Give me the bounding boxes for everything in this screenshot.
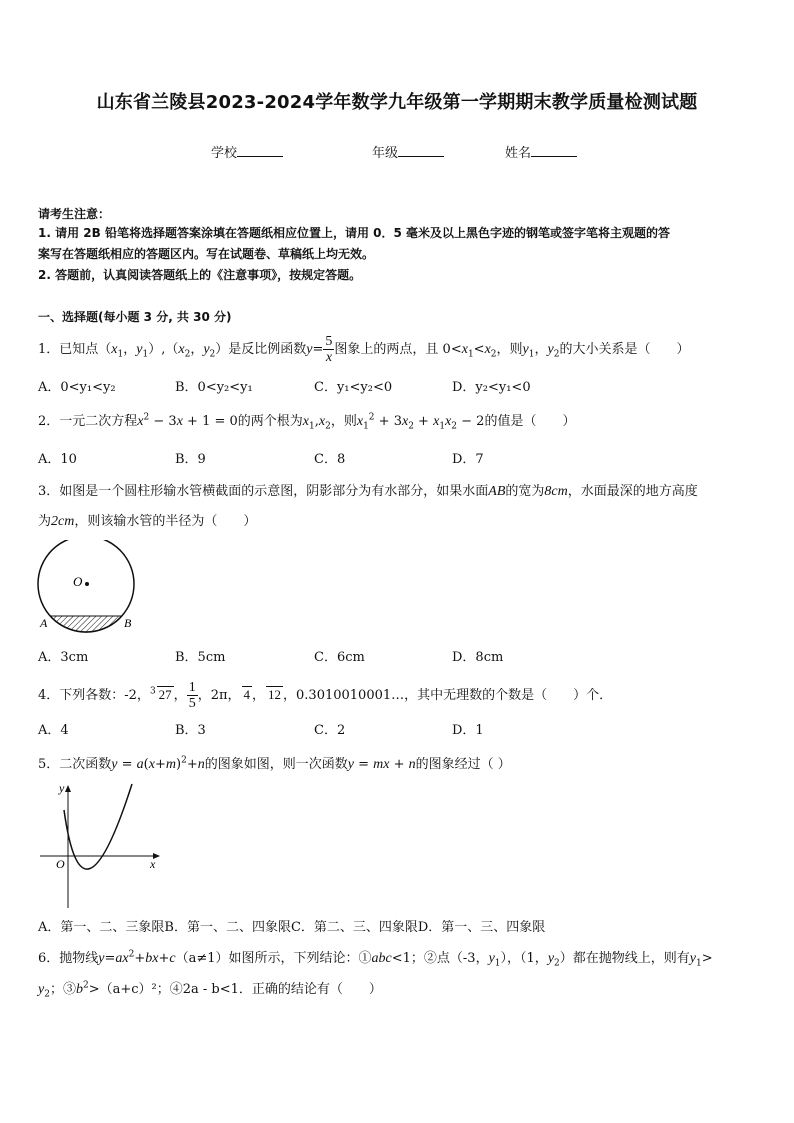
- grade-label: 年级: [372, 146, 399, 161]
- q3-option-d[interactable]: D．8cm: [452, 650, 504, 665]
- q1-option-a[interactable]: A．0<y₁<y₂: [38, 380, 116, 395]
- notice-line-1a: 1. 请用 2B 铅笔将选择题答案涂填在答题纸相应位置上，请用 0．5 毫米及以上黑色字迹的钢笔或签字笔将主观题的答: [38, 226, 670, 240]
- q2-option-a[interactable]: A．10: [38, 452, 77, 467]
- q2-option-d[interactable]: D．7: [452, 452, 484, 467]
- page-title: 山东省兰陵县2023-2024学年数学九年级第一学期期末教学质量检测试题: [96, 92, 698, 113]
- axis-label-x: x: [150, 857, 156, 871]
- q2-option-b[interactable]: B．9: [175, 452, 206, 467]
- origin-label: O: [56, 857, 65, 871]
- q3-option-a[interactable]: A．3cm: [38, 650, 89, 665]
- label-a: A: [40, 616, 48, 630]
- grade-field[interactable]: [372, 142, 444, 161]
- section-heading: 一、选择题(每小题 3 分, 共 30 分): [38, 310, 232, 324]
- school-field[interactable]: [211, 142, 283, 161]
- q1-option-b[interactable]: B．0<y₂<y₁: [175, 380, 253, 395]
- question-6-line-2: $y_2$；$③b^2>(a+c)^2$；④2a - b<1．正确的结论有（ ）: [38, 980, 382, 1000]
- name-field[interactable]: [505, 142, 577, 161]
- question-6-line-1: 6．抛物线$y=ax^2+bx+c(a\ne 1)$如图所示，下列结论：①abc<1；②点（-3，$y_1$），（1，$y_2$）都在抛物线上，则有$y_1>$: [38, 949, 713, 969]
- q1-option-c[interactable]: C．y₁<y₂<0: [314, 380, 393, 395]
- question-1: 1．已知点（$x_1$，$y_1),(x_2$，$y_2$）是反比例函数y= $\frac{5}{x}$ 图象上的两点，且 $0<x_1<x_2$，则$y_1$，$y_2$的大小关系是（ ）: [38, 334, 690, 365]
- q3-option-b[interactable]: B．5cm: [175, 650, 226, 665]
- q1-option-d[interactable]: D．y₂<y₁<0: [452, 380, 531, 395]
- question-4: 4．下列各数：-2，$^3$ 27 ， $\frac{1}{5}$ ，2π， 4 ， 12 ，0.3010010001…，其中无理数的个数是（ ）个．: [38, 680, 613, 711]
- notice-line-1b: 案写在答题纸相应的答题区内。写在试题卷、草稿纸上均无效。: [38, 247, 375, 261]
- q5-options[interactable]: A．第一、二、三象限B．第一、二、四象限C．第二、三、四象限D．第一、三、四象限: [38, 920, 546, 935]
- question-3-line-1: 3．如图是一个圆柱形输水管横截面的示意图，阴影部分为有水部分，如果水面AB的宽为8cm，水面最深的地方高度: [38, 484, 698, 499]
- notice-line-2: 2. 答题前，认真阅读答题纸上的《注意事项》，按规定答题。: [38, 268, 362, 282]
- q4-option-b[interactable]: B．3: [175, 723, 206, 738]
- parabola-graph-figure: [36, 780, 166, 912]
- q2-option-c[interactable]: C．8: [314, 452, 346, 467]
- question-2: 2．一元二次方程$x^2 - 3x + 1 = 0$的两个根为$x_1,x_2$，则$x_1^2 + 3x_2 + x_1x_2 - 2$的值是（ ）: [38, 412, 576, 432]
- label-b: B: [124, 616, 132, 630]
- pipe-cross-section-figure: [36, 540, 140, 640]
- q4-option-d[interactable]: D．1: [452, 723, 484, 738]
- school-label: 学校: [211, 146, 238, 161]
- name-label: 姓名: [505, 146, 532, 161]
- notice-heading: 请考生注意：: [38, 207, 111, 221]
- question-3-line-2: 为2cm，则该输水管的半径为（ ）: [38, 514, 257, 529]
- axis-label-y: y: [59, 781, 65, 795]
- q4-option-a[interactable]: A．4: [38, 723, 69, 738]
- label-o: O: [73, 574, 83, 589]
- question-5: 5．二次函数$y = a(x+m)^2+n$的图象如图，则一次函数y = mx + n的图象经过（ ）: [38, 755, 511, 772]
- q4-option-c[interactable]: C．2: [314, 723, 346, 738]
- q3-option-c[interactable]: C．6cm: [314, 650, 365, 665]
